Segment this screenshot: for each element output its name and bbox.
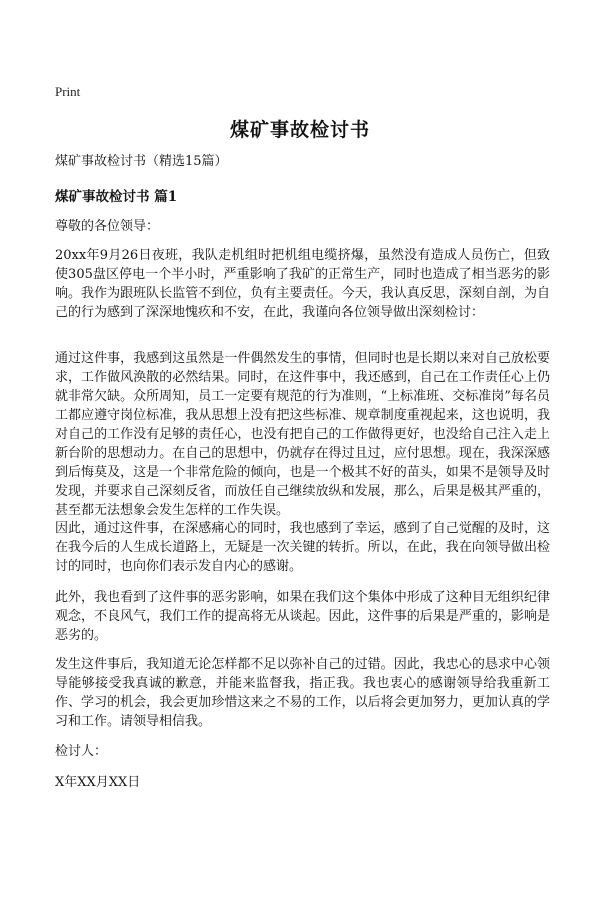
date-line: X年XX月XX日	[55, 775, 141, 790]
paragraph: 通过这件事，我感到这虽然是一件偶然发生的事情，但同时也是长期以来对自己放松要求，工作做风涣散的必然结果。同时，在这件事中，我还感到，自己在工作责任心上仍就非常欠缺。众所周知，员工一定要有规范的行为准则，“上标准班、交标准岗”每名员工都应遵守岗位标准，我从思想上没有把这些标准、规章制度重视起来，这也说明，我对自己的工作没有足够的责任心，也没有把自己的工作做得更好，也没给自己注入走上新台阶的思想动力。在自己的思想中，仍就存在得过且过，应付思想。现在，我深深感到后悔莫及，这是一个非常危险的倾向，也是一个极其不好的苗头，如果不是领导及时发现，并要求自己深刻反省，而放任自己继续放纵和发展，那么，后果是极其严重的，甚至都无法想象会发生怎样的工作失误。	[55, 351, 550, 518]
section-heading: 煤矿事故检讨书 篇1	[55, 189, 178, 205]
paragraph: 此外，我也看到了这件事的恶劣影响，如果在我们这个集体中形成了这种目无组织纪律观念，不良风气，我们工作的提高将无从谈起。因此，这件事的后果是严重的，影响是恶劣的。	[55, 590, 550, 643]
paragraph: 发生这件事后，我知道无论怎样都不足以弥补自己的过错。因此，我忠心的恳求中心领导能够接受我真诚的歉意，并能来监督我，指正我。我也衷心的感谢领导给我重新工作、学习的机会，我会更加珍惜这来之不易的工作，以后将会更加努力，更加认真的学习和工作。请领导相信我。	[55, 657, 550, 729]
document-title: 煤矿事故检讨书	[229, 119, 370, 141]
paragraph: 因此，通过这件事，在深感痛心的同时，我也感到了幸运，感到了自己觉醒的及时，这在我今后的人生成长道路上，无疑是一次关键的转折。所以，在此，我在向领导做出检讨的同时，也向你们表示发自内心的感谢。	[55, 521, 550, 574]
paragraph: 20xx年9月26日夜班，我队走机组时把机组电缆挤爆，虽然没有造成人员伤亡，但致使305盘区停电一个半小时，严重影响了我矿的正常生产，同时也造成了相当恶劣的影响。我作为跟班队长监管不到位，负有主要责任。今天，我认真反思，深刻自剖，为自己的行为感到了深深地愧疚和不安，在此，我谨向各位领导做出深刻检讨：	[55, 248, 550, 320]
print-label[interactable]: Print	[55, 84, 81, 99]
greeting: 尊敬的各位领导：	[55, 219, 160, 234]
signer-label: 检讨人：	[55, 744, 108, 759]
document-subtitle: 煤矿事故检讨书（精选15篇）	[55, 154, 228, 169]
